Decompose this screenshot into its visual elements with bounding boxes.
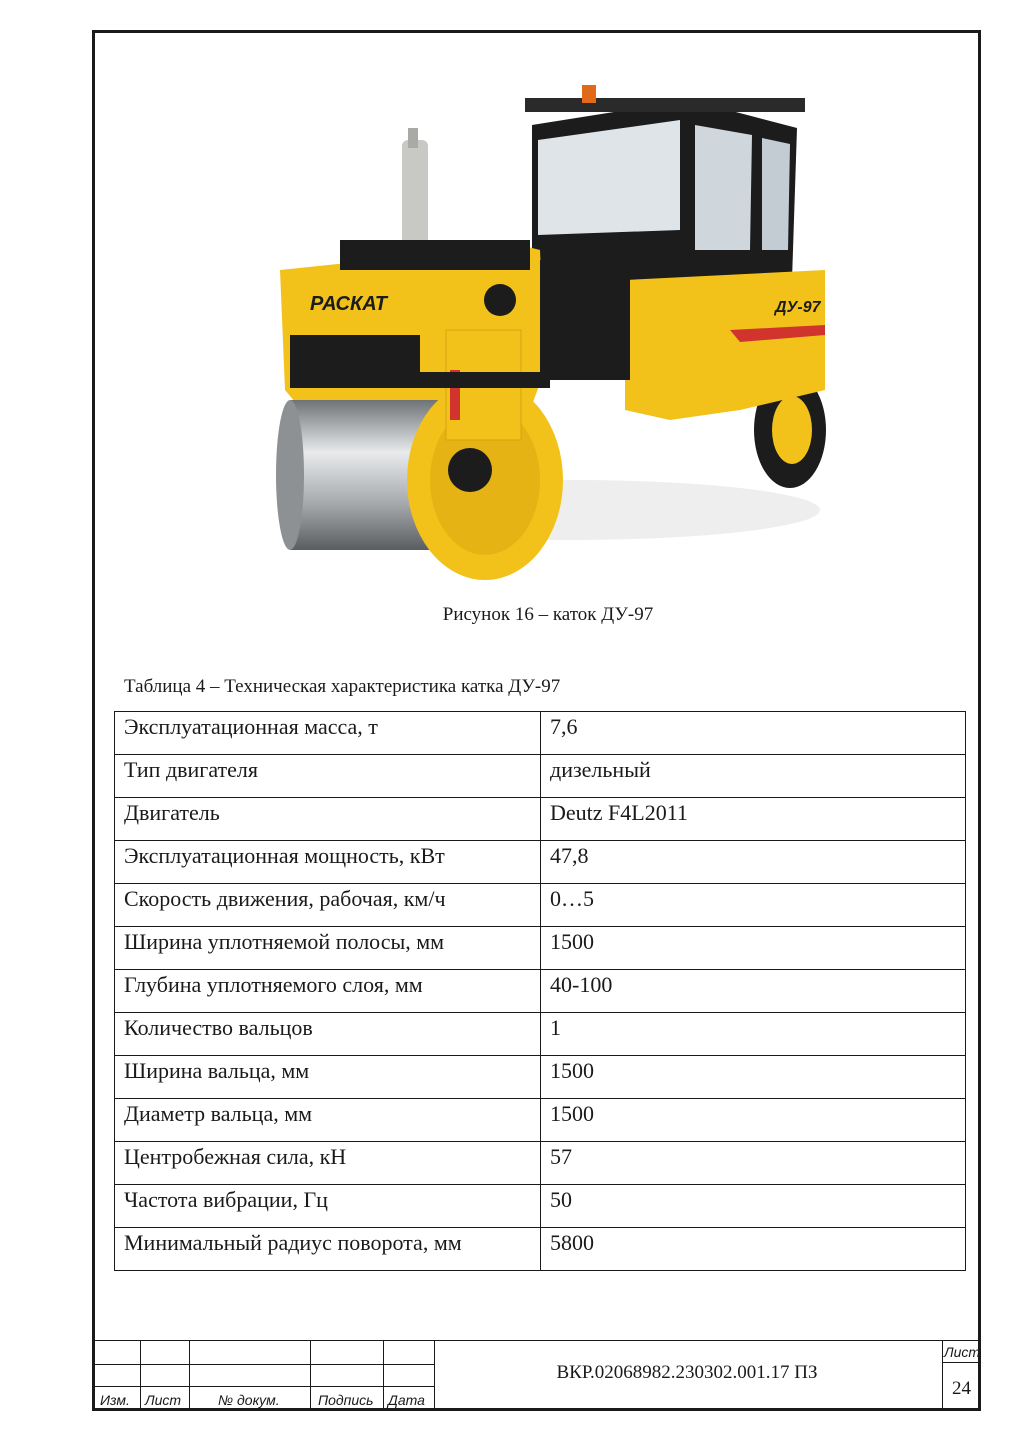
- param-cell: Количество вальцов: [115, 1013, 541, 1056]
- table-row: [115, 1056, 966, 1099]
- model-decal: ДУ-97: [775, 299, 821, 316]
- param-cell: Частота вибрации, Гц: [115, 1185, 541, 1228]
- table-row: [115, 1013, 966, 1056]
- param-cell: Скорость движения, рабочая, км/ч: [115, 884, 541, 927]
- value-cell: 57: [541, 1142, 966, 1185]
- param-cell: Тип двигателя: [115, 755, 541, 798]
- table-row: [115, 1228, 966, 1271]
- param-cell: Эксплуатационная мощность, кВт: [115, 841, 541, 884]
- brand-decal: РАСКАТ: [310, 293, 387, 315]
- table-row: [115, 1142, 966, 1185]
- stamp-label-doc-no: № докум.: [218, 1392, 280, 1408]
- stamp-label-sheet: Лист: [944, 1344, 981, 1360]
- value-cell: дизельный: [541, 755, 966, 798]
- value-cell: 0…5: [541, 884, 966, 927]
- table-row: [115, 798, 966, 841]
- stamp-top-line: [92, 1340, 981, 1341]
- stamp-label-izm: Изм.: [100, 1392, 130, 1408]
- table-row: [115, 712, 966, 755]
- value-cell: 1: [541, 1013, 966, 1056]
- param-cell: Глубина уплотняемого слоя, мм: [115, 970, 541, 1013]
- value-cell: 47,8: [541, 841, 966, 884]
- table-row: [115, 841, 966, 884]
- value-cell: 1500: [541, 1056, 966, 1099]
- param-cell: Диаметр вальца, мм: [115, 1099, 541, 1142]
- table-row: [115, 884, 966, 927]
- table-row: [115, 755, 966, 798]
- param-cell: Ширина вальца, мм: [115, 1056, 541, 1099]
- beacon-light: [582, 85, 596, 103]
- param-cell: Ширина уплотняемой полосы, мм: [115, 927, 541, 970]
- table-row: [115, 927, 966, 970]
- value-cell: 5800: [541, 1228, 966, 1271]
- value-cell: 1500: [541, 1099, 966, 1142]
- stamp-label-list: Лист: [145, 1392, 182, 1408]
- document-code: ВКР.02068982.230302.001.17 ПЗ: [556, 1362, 818, 1383]
- title-block-stamp: [92, 1340, 981, 1411]
- table-row: [115, 1185, 966, 1228]
- table-row: [115, 1099, 966, 1142]
- table-row: [115, 970, 966, 1013]
- stamp-label-signature: Подпись: [318, 1392, 374, 1408]
- table-title: Таблица 4 – Техническая характеристика катка ДУ-97: [124, 676, 561, 697]
- value-cell: 7,6: [541, 712, 966, 755]
- sheet-number: 24: [952, 1378, 971, 1399]
- param-cell: Центробежная сила, кН: [115, 1142, 541, 1185]
- value-cell: Deutz F4L2011: [541, 798, 966, 841]
- param-cell: Минимальный радиус поворота, мм: [115, 1228, 541, 1271]
- value-cell: 50: [541, 1185, 966, 1228]
- figure-caption: Рисунок 16 – каток ДУ-97: [442, 604, 654, 625]
- value-cell: 1500: [541, 927, 966, 970]
- road-roller-figure: [270, 80, 840, 590]
- param-cell: Двигатель: [115, 798, 541, 841]
- stamp-label-date: Дата: [388, 1392, 425, 1408]
- param-cell: Эксплуатационная масса, т: [115, 712, 541, 755]
- exhaust-pipe: [402, 140, 428, 245]
- specs-table: [114, 711, 966, 1271]
- value-cell: 40-100: [541, 970, 966, 1013]
